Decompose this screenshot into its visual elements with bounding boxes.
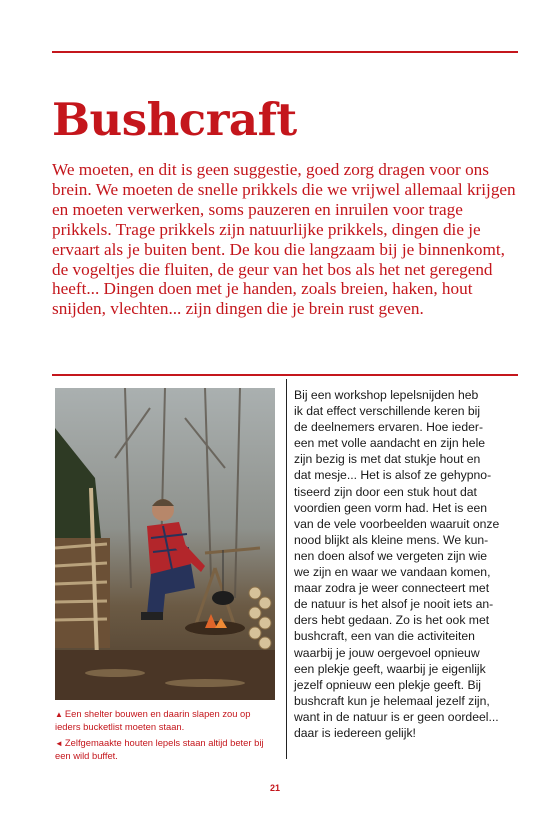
caption-shelter — [55, 708, 277, 733]
page-title: Bushcraft — [52, 93, 297, 146]
body-paragraph: Bij een workshop lepelsnijden heb ik dat effect verschillende keren bij de deelnemers ervaren. Hoe ieder- een met volle aandacht en zijn hele zijn bezig is met dat stukje hout en dat mesje... Het is alsof ze gehypno- tiseerd zijn door een stuk hout dat voordien geen vorm had. Het is een van de vele voorbeelden waaruit onze nood blijkt als kleine mens. We kun- nen doen alsof we vergeten zijn wie we zijn en waar we vandaan komen, maar zodra je weer connecteert met de natuur is het alsof je nooit iets an- ders hebt gedaan. Zo is het ook met bushcraft, een van die activiteiten waarbij je jouw oergevoel opnieuw een plekje geeft, waarbij je eigenlijk jezelf opnieuw een plekje geeft. Bij bushcraft kun je helemaal jezelf zijn, want in de natuur is er geen oordeel... daar is iedereen gelijk! — [294, 388, 500, 740]
triangle-up-icon: ▲ — [55, 710, 63, 719]
caption-text: Een shelter bouwen en daarin slapen zou op ieders bucketlist moeten staan. — [55, 708, 251, 732]
caption-text: Zelfgemaakte houten lepels staan altijd beter bij een wild buffet. — [55, 737, 264, 761]
section-rule — [52, 374, 518, 376]
top-rule — [52, 51, 518, 53]
bushcraft-photo — [55, 388, 275, 700]
triangle-left-icon: ◄ — [55, 739, 63, 748]
column-divider — [286, 379, 287, 759]
intro-paragraph: We moeten, en dit is geen suggestie, goed zorg dragen voor ons brein. We moeten de snelle prikkels die we vrijwel allemaal krijgen en moeten verwerken, soms pauzeren en inruilen voor trage prikkels. Trage prikkels zijn natuurlijke prikkels, dingen die je ervaart als je buiten bent. De kou die langzaam bij je binnenkomt, de vogeltjes die fluiten, de geur van het bos als het net geregend heeft... Dingen doen met je handen, zoals breien, haken, hout snijden, vlechten... zijn dingen die je brein rust geven. — [52, 160, 516, 319]
photo-captions — [55, 708, 277, 766]
page-number: 21 — [269, 783, 280, 793]
caption-spoons — [55, 737, 277, 762]
